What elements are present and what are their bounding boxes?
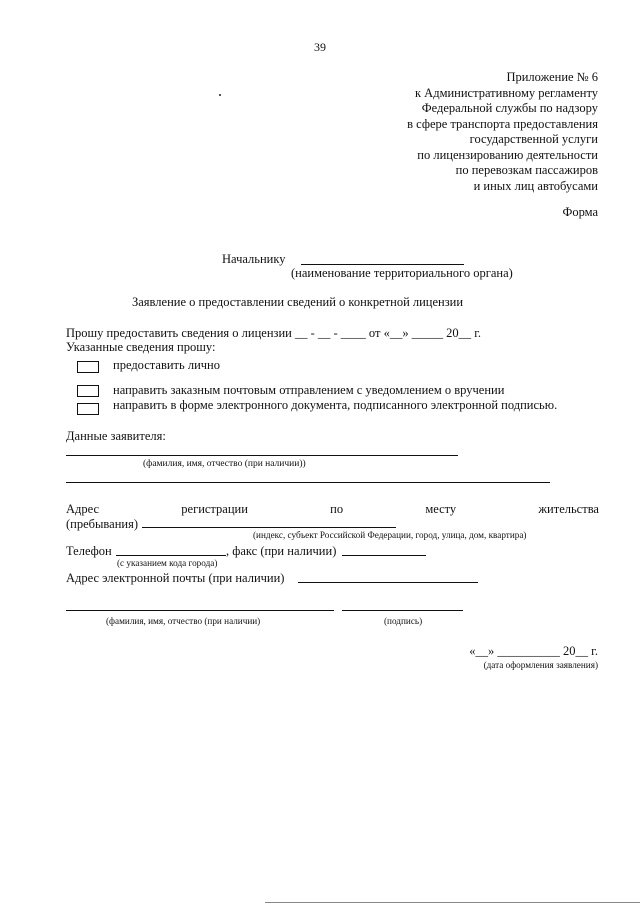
date-caption: (дата оформления заявления) — [483, 660, 598, 670]
date-line: «__» __________ 20__ г. — [469, 644, 598, 658]
address-caption: (индекс, субъект Российской Федерации, город, улица, дом, квартира) — [253, 530, 527, 540]
appendix-line: в сфере транспорта предоставления — [407, 116, 598, 131]
option-personal-label: предоставить лично — [113, 358, 220, 372]
address-word: месту — [425, 502, 457, 516]
request-line: Прошу предоставить сведения о лицензии __ - __ - ____ от «__» _____ 20__ г. — [66, 326, 482, 340]
address-field-line[interactable] — [142, 527, 396, 528]
appendix-header — [407, 70, 598, 194]
form-label: Форма — [562, 205, 598, 219]
fax-label: , факс (при наличии) — [226, 544, 337, 558]
appendix-line: по лицензированию деятельности — [417, 147, 598, 162]
signer-fio-caption: (фамилия, имя, отчество (при наличии) — [106, 616, 261, 626]
scan-edge-line — [265, 902, 640, 903]
phone-caption: (с указанием кода города) — [117, 558, 218, 568]
address-word: по — [330, 502, 344, 516]
appendix-line: и иных лиц автобусами — [473, 178, 598, 193]
phone-field-line[interactable] — [116, 555, 226, 556]
addressee-field-line[interactable] — [301, 264, 464, 265]
address-second-line: (пребывания) — [66, 517, 138, 531]
email-label: Адрес электронной почты (при наличии) — [66, 571, 285, 585]
email-field-line[interactable] — [298, 582, 478, 583]
address-word: жительства — [538, 502, 599, 516]
phone-label: Телефон — [66, 544, 112, 558]
option-electronic-label: направить в форме электронного документа, подписанного электронной подписью. — [113, 398, 558, 412]
option-mail-label: направить заказным почтовым отправлением с уведомлением о вручении — [113, 383, 505, 397]
appendix-line: к Административному регламенту — [414, 85, 598, 100]
applicant-extra-line[interactable] — [66, 482, 550, 483]
signature-caption: (подпись) — [384, 616, 423, 626]
option-electronic-checkbox[interactable] — [77, 403, 99, 415]
signer-fio-line[interactable] — [66, 610, 334, 611]
scan-speck — [219, 94, 221, 96]
provide-label: Указанные сведения прошу: — [66, 340, 216, 354]
signature-line[interactable] — [342, 610, 463, 611]
appendix-line: по перевозкам пассажиров — [455, 163, 598, 177]
applicant-fio-caption: (фамилия, имя, отчество (при наличии)) — [143, 459, 306, 469]
appendix-line: государственной услуги — [469, 132, 598, 146]
addressee-label: Начальнику — [222, 252, 286, 266]
appendix-line: Федеральной службы по надзору — [421, 101, 598, 115]
appendix-line: Приложение № 6 — [506, 70, 598, 84]
applicant-fio-line[interactable] — [66, 455, 458, 456]
option-mail-checkbox[interactable] — [77, 385, 99, 397]
address-row — [66, 502, 599, 517]
applicant-label: Данные заявителя: — [66, 429, 166, 443]
page-number: 39 — [314, 40, 326, 54]
fax-field-line[interactable] — [342, 555, 426, 556]
address-word: Адрес — [66, 502, 100, 516]
option-personal-checkbox[interactable] — [77, 361, 99, 373]
document-title: Заявление о предоставлении сведений о конкретной лицензии — [132, 295, 464, 309]
addressee-caption: (наименование территориального органа) — [291, 266, 513, 280]
address-word: регистрации — [181, 502, 248, 516]
